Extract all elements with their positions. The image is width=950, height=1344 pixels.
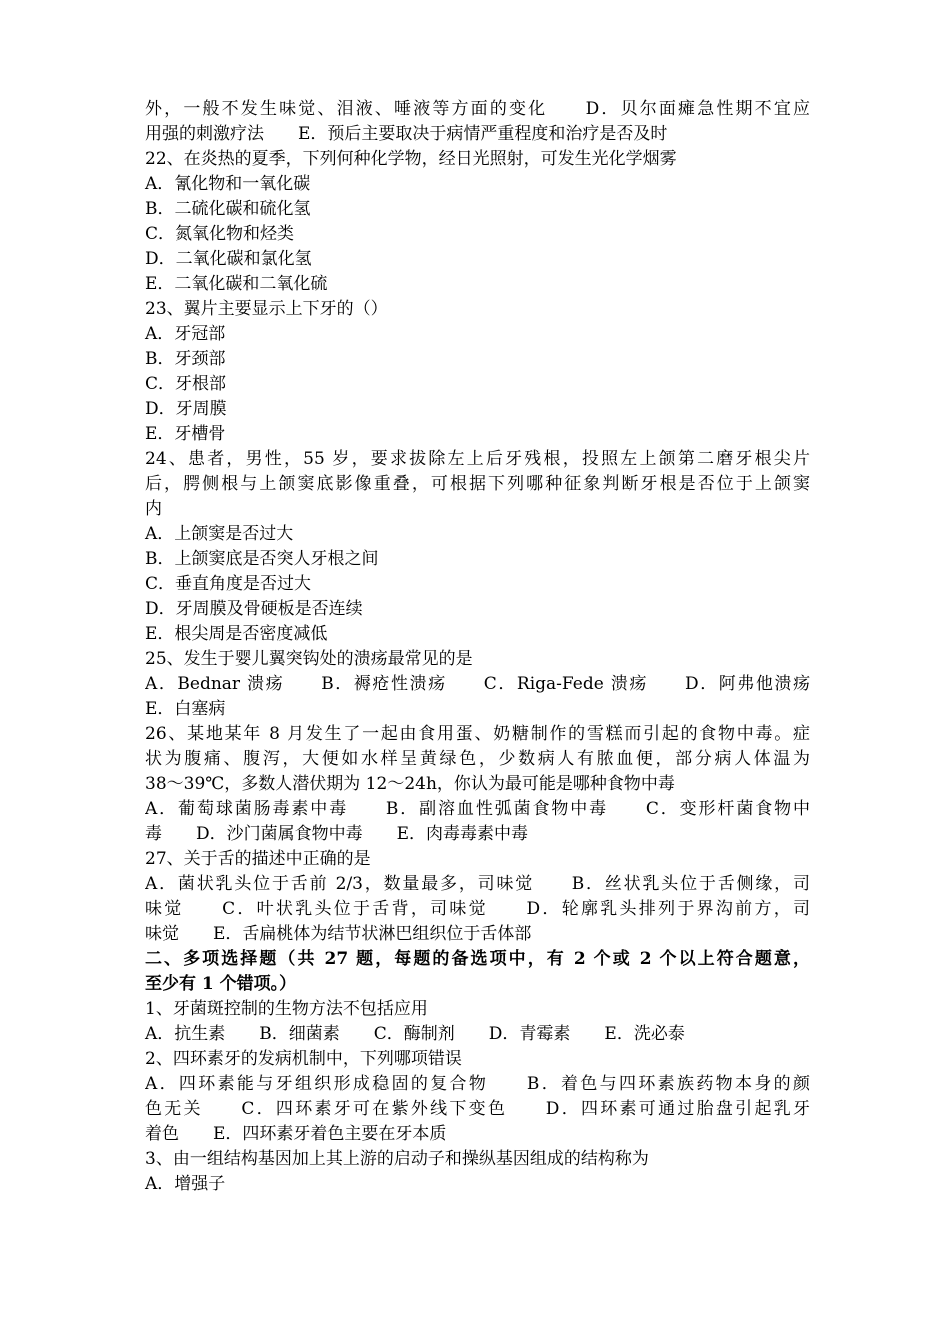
text-line: 状为腹痛、腹泻，大便如水样呈黄绿色，少数病人有脓血便，部分病人体温为 <box>145 749 810 769</box>
text-line: C．垂直角度是否过大 <box>145 574 312 594</box>
text-line: C．氮氧化物和烃类 <box>145 224 295 244</box>
text-line: E．根尖周是否密度减低 <box>145 624 328 644</box>
text-line: B．二硫化碳和硫化氢 <box>145 199 311 219</box>
text-line: 二、多项选择题（共 27 题，每题的备选项中，有 2 个或 2 个以上符合题意， <box>145 949 810 969</box>
text-line: 26、某地某年 8 月发生了一起由食用蛋、奶糖制作的雪糕而引起的食物中毒。症 <box>145 724 810 744</box>
text-line: 色无关 C．四环素牙可在紫外线下变色 D．四环素可通过胎盘引起乳牙 <box>145 1099 810 1119</box>
text-line: 22、在炎热的夏季，下列何种化学物，经日光照射，可发生光化学烟雾 <box>145 149 677 169</box>
text-line: 内 <box>145 499 162 519</box>
text-line: 至少有 1 个错项。） <box>145 974 297 994</box>
text-line: D．牙周膜 <box>145 399 227 419</box>
text-line: 着色 E．四环素牙着色主要在牙本质 <box>145 1124 447 1144</box>
text-line: 味觉 E．舌扁桃体为结节状淋巴组织位于舌体部 <box>145 924 532 944</box>
text-line: 后，腭侧根与上颌窦底影像重叠，可根据下列哪种征象判断牙根是否位于上颌窦 <box>145 474 810 494</box>
text-line: D．牙周膜及骨硬板是否连续 <box>145 599 363 619</box>
text-line: 27、关于舌的描述中正确的是 <box>145 849 371 869</box>
text-line: 38～39℃，多数人潜伏期为 12～24h，你认为最可能是哪种食物中毒 <box>145 774 675 794</box>
text-line: 味觉 C．叶状乳头位于舌背，司味觉 D．轮廓乳头排列于界沟前方，司 <box>145 899 810 919</box>
text-line: 2、四环素牙的发病机制中，下列哪项错误 <box>145 1049 462 1069</box>
text-line: B．上颌窦底是否突人牙根之间 <box>145 549 379 569</box>
text-line: A．上颌窦是否过大 <box>145 524 294 544</box>
text-line: E．白塞病 <box>145 699 226 719</box>
text-line: 23、翼片主要显示上下牙的（） <box>145 299 388 319</box>
text-line: A．增强子 <box>145 1174 226 1194</box>
text-line: B．牙颈部 <box>145 349 226 369</box>
text-line: A．Bednar 溃疡 B．褥疮性溃疡 C．Riga-Fede 溃疡 D．阿弗他溃疡 <box>145 674 810 694</box>
text-line: 用强的刺激疗法 E．预后主要取决于病情严重程度和治疗是否及时 <box>145 124 668 144</box>
text-line: C．牙根部 <box>145 374 227 394</box>
text-line: 1、牙菌斑控制的生物方法不包括应用 <box>145 999 428 1019</box>
text-line: 24、患者，男性，55 岁，要求拔除左上后牙残根，投照左上颌第二磨牙根尖片 <box>145 449 810 469</box>
document-page <box>145 97 810 1197</box>
text-line: A．菌状乳头位于舌前 2/3，数量最多，司味觉 B．丝状乳头位于舌侧缘，司 <box>145 874 810 894</box>
text-line: E．牙槽骨 <box>145 424 226 444</box>
text-line: A．葡萄球菌肠毒素中毒 B．副溶血性弧菌食物中毒 C．变形杆菌食物中 <box>145 799 810 819</box>
text-line: E．二氧化碳和二氧化硫 <box>145 274 328 294</box>
text-line: 毒 D．沙门菌属食物中毒 E．肉毒毒素中毒 <box>145 824 529 844</box>
text-line: 外，一般不发生味觉、泪液、唾液等方面的变化 D．贝尔面瘫急性期不宜应 <box>145 99 810 119</box>
text-line: 25、发生于婴儿翼突钩处的溃疡最常见的是 <box>145 649 473 669</box>
text-line: A．牙冠部 <box>145 324 226 344</box>
text-line: 3、由一组结构基因加上其上游的启动子和操纵基因组成的结构称为 <box>145 1149 649 1169</box>
text-line: A．抗生素 B．细菌素 C．酶制剂 D．青霉素 E．洗必泰 <box>145 1024 685 1044</box>
text-line: A．氰化物和一氧化碳 <box>145 174 311 194</box>
text-line: D．二氧化碳和氯化氢 <box>145 249 312 269</box>
text-line: A．四环素能与牙组织形成稳固的复合物 B．着色与四环素族药物本身的颜 <box>145 1074 810 1094</box>
